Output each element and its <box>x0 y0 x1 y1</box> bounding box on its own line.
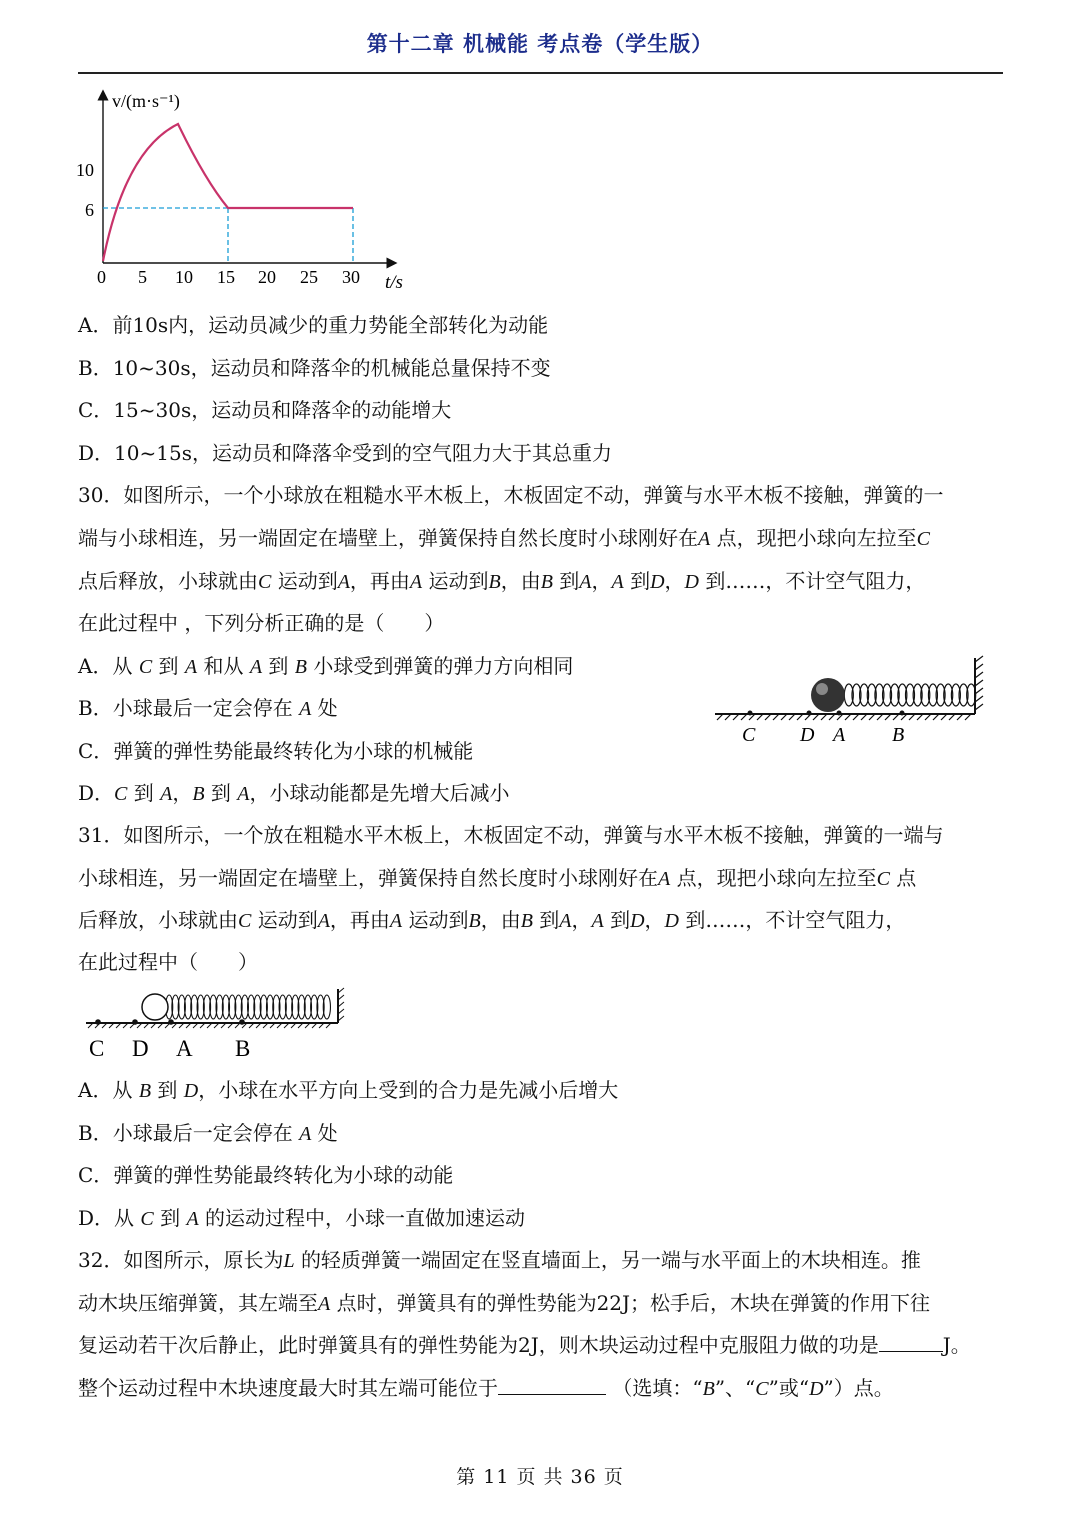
point-a: A <box>337 571 350 593</box>
stem-text: 点时，弹簧具有的弹性势能为22J；松手后，木块在弹簧的作用下往 <box>336 1291 931 1315</box>
option-text: 弹簧的弹性势能最终转化为小球的机械能 <box>113 739 474 763</box>
option-letter: A． <box>78 313 113 337</box>
stem-text: 小球相连，另一端固定在墙壁上，弹簧保持自然长度时小球刚好在 <box>78 866 658 890</box>
stem-text: 到……，不计空气阻力， <box>705 569 926 593</box>
stem-text: 复运动若干次后静止，此时弹簧具有的弹性势能为2J，则木块运动过程中克服阻力做的功是 <box>78 1333 879 1357</box>
stem-text: 到 <box>610 908 631 932</box>
point-b: B <box>192 783 205 805</box>
point-a: A <box>184 656 198 678</box>
q31-option-d[interactable] <box>78 1206 525 1231</box>
option-text: 前10s内，运动员减少的重力势能全部转化为动能 <box>112 313 549 337</box>
point-c: C <box>238 910 252 932</box>
point-marker-a <box>168 1019 174 1025</box>
point-c: C <box>916 528 930 550</box>
stem-text: 如图所示，原长为 <box>123 1248 284 1272</box>
point-c: C <box>876 868 890 890</box>
stem-text: 运动到 <box>428 569 489 593</box>
spring <box>166 995 331 1019</box>
ball <box>142 994 168 1020</box>
option-letter: C． <box>78 739 114 763</box>
stem-text: 整个运动过程中木块速度最大时其左端可能位于 <box>78 1376 498 1400</box>
option-letter: B． <box>78 1121 113 1145</box>
point-c: C <box>258 571 272 593</box>
stem-text: ，再由 <box>349 569 410 593</box>
y-tick-label: 10 <box>76 160 94 180</box>
stem-text: 如图所示，一个放在粗糙水平木板上，木板固定不动，弹簧与水平木板不接触，弹簧的一端与 <box>123 823 944 847</box>
option-letter: C． <box>78 398 114 422</box>
stem-text: 点，现把小球向左拉至 <box>716 526 917 550</box>
point-b: B <box>488 571 501 593</box>
option-text: 小球最后一定会停在 <box>112 696 300 720</box>
q31-stem-line <box>78 866 916 891</box>
point-d: D <box>664 910 679 932</box>
q32-stem-line <box>78 1248 921 1273</box>
q32-stem-line <box>78 1376 894 1401</box>
stem-text: 运动到 <box>408 908 469 932</box>
option-letter: A． <box>78 1078 113 1102</box>
stem-text: 运动到 <box>257 908 318 932</box>
y-tick-label: 6 <box>85 200 94 220</box>
ball <box>811 678 845 712</box>
q30-stem-line <box>78 526 930 551</box>
stem-text: 点，现把小球向左拉至 <box>676 866 877 890</box>
option-text: 处 <box>311 1121 338 1145</box>
option-text: 和从 <box>197 654 250 678</box>
point-a: A <box>389 910 403 932</box>
option-text: 从 <box>114 1206 141 1230</box>
point-marker-c <box>748 711 753 716</box>
x-tick-label: 5 <box>138 267 147 287</box>
point-c: C <box>138 656 153 678</box>
figure-label-b: B <box>892 724 905 746</box>
point-a: A <box>186 1208 199 1230</box>
stem-text: ，由 <box>500 569 541 593</box>
header-divider <box>78 72 1003 74</box>
x-tick-label: 10 <box>175 267 193 287</box>
point-a: A <box>579 571 592 593</box>
q30-option-a[interactable] <box>78 654 573 679</box>
x-tick-label: 20 <box>258 267 276 287</box>
point-a: A <box>318 1293 331 1315</box>
option-text: 小球受到弹簧的弹力方向相同 <box>306 654 574 678</box>
figure-label-b: B <box>235 1036 251 1061</box>
y-axis-label: v/(m·s⁻¹) <box>112 91 180 111</box>
point-c: C <box>140 1208 154 1230</box>
q32-stem-line <box>78 1291 930 1316</box>
stem-text: 后释放，小球就由 <box>78 908 238 932</box>
option-text: 从 <box>112 654 139 678</box>
x-axis-label: t/s <box>385 272 403 293</box>
stem-text: 的轻质弹簧一端固定在竖直墙面上，另一端与水平面上的木块相连。推 <box>300 1248 921 1272</box>
stem-text: 到……，不计空气阻力， <box>685 908 906 932</box>
stem-text: ”或“ <box>768 1376 810 1400</box>
point-a: A <box>249 656 263 678</box>
figure-label-c: C <box>742 724 756 746</box>
point-b: B <box>294 656 307 678</box>
option-text: 10~15s，运动员和降落伞受到的空气阻力大于其总重力 <box>114 441 612 465</box>
option-text: 到 <box>127 781 161 805</box>
point-a: A <box>299 1123 312 1145</box>
figure-label-a: A <box>833 724 846 746</box>
x-tick-label: 15 <box>217 267 235 287</box>
stem-text: 动木块压缩弹簧，其左端至 <box>78 1291 318 1315</box>
q30-option-b[interactable] <box>78 696 338 721</box>
option-text: 处 <box>311 696 338 720</box>
point-c: C <box>114 783 128 805</box>
option-text: ， <box>172 781 193 805</box>
stem-text: 点后释放，小球就由 <box>78 569 258 593</box>
point-marker-d <box>807 711 812 716</box>
answer-blank-position[interactable] <box>498 1376 606 1395</box>
q29-option-d[interactable] <box>78 441 612 465</box>
point-a: A <box>299 698 312 720</box>
q31-stem-line <box>78 950 258 974</box>
q31-option-a[interactable] <box>78 1078 618 1103</box>
point-b: B <box>540 571 553 593</box>
option-text: 到 <box>151 1078 184 1102</box>
point-a: A <box>237 783 250 805</box>
point-a: A <box>317 910 330 932</box>
point-a: A <box>698 528 711 550</box>
point-marker-a <box>837 711 842 716</box>
stem-text: （选填：“ <box>612 1376 703 1400</box>
stem-text: ，再由 <box>329 908 390 932</box>
stem-text: ，由 <box>480 908 521 932</box>
q30-option-c[interactable] <box>78 739 473 763</box>
length-symbol: L <box>283 1250 295 1272</box>
x-tick-label: 25 <box>300 267 318 287</box>
point-d: D <box>650 571 665 593</box>
option-text: 15~30s，运动员和降落伞的动能增大 <box>113 398 452 422</box>
q31-stem-line <box>78 823 943 847</box>
stem-text: J。 <box>942 1333 971 1357</box>
stem-text: 点 <box>896 866 917 890</box>
stem-text: 在此过程中 ，下列分析正确的是（ ） <box>78 611 445 635</box>
spring <box>844 684 975 706</box>
x-tick-label: 30 <box>342 267 360 287</box>
point-c: C <box>755 1378 769 1400</box>
point-b: B <box>520 910 533 932</box>
option-letter: D． <box>78 781 115 805</box>
option-text: 到 <box>153 1206 187 1230</box>
q29-option-a[interactable] <box>78 313 548 337</box>
velocity-time-graph <box>70 85 430 295</box>
point-d: D <box>684 571 699 593</box>
point-a: A <box>559 910 572 932</box>
point-b: B <box>468 910 481 932</box>
q29-option-c[interactable] <box>78 398 451 422</box>
q29-option-b[interactable] <box>78 356 551 380</box>
stem-text: ”）点。 <box>823 1376 894 1400</box>
point-marker-c <box>95 1019 101 1025</box>
q31-stem-line: 后释放，小球就由C 运动到A，再由A 运动到B，由B 到A，A 到D，D 到……，不计空气阻力， <box>78 908 906 932</box>
point-marker-b <box>239 1019 245 1025</box>
option-text: ，小球动能都是先增大后减小 <box>249 781 510 805</box>
option-text: ，小球在水平方向上受到的合力是先减小后增大 <box>198 1078 619 1102</box>
option-text: 从 <box>112 1078 139 1102</box>
option-letter: D． <box>78 441 115 465</box>
point-d: D <box>630 910 645 932</box>
figure-label-d: D <box>132 1036 149 1061</box>
question-number: 30． <box>78 483 124 507</box>
point-d: D <box>183 1080 199 1102</box>
option-text: 到 <box>204 781 238 805</box>
q31-option-b[interactable] <box>78 1121 338 1146</box>
question-number: 31． <box>78 823 124 847</box>
point-marker-b <box>900 711 905 716</box>
point-a: A <box>611 571 624 593</box>
point-a: A <box>409 571 423 593</box>
option-letter: C． <box>78 1163 114 1187</box>
q31-spring-figure <box>80 985 350 1065</box>
answer-blank-work[interactable] <box>879 1333 943 1352</box>
figure-label-a: A <box>176 1036 193 1061</box>
option-letter: A． <box>78 654 113 678</box>
point-d: D <box>809 1378 824 1400</box>
option-text: 到 <box>262 654 295 678</box>
option-letter: D． <box>78 1206 115 1230</box>
q30-stem-line: 点后释放，小球就由C 运动到A，再由A 运动到B，由B 到A，A 到D，D 到……，不计空气阻力， <box>78 569 926 593</box>
stem-text: 端与小球相连，另一端固定在墙壁上，弹簧保持自然长度时小球刚好在 <box>78 526 698 550</box>
figure-label-d: D <box>800 724 815 746</box>
q32-stem-line <box>78 1333 971 1357</box>
page-number-footer: 第 11 页 共 36 页 <box>456 1466 624 1488</box>
point-a: A <box>591 910 604 932</box>
point-a: A <box>160 783 173 805</box>
q30-stem-line <box>78 483 943 507</box>
stem-text: 到 <box>559 569 580 593</box>
stem-text: 运动到 <box>277 569 338 593</box>
ball-highlight <box>816 683 828 695</box>
page-header-title: 第十二章 机械能 考点卷（学生版） <box>366 32 714 56</box>
stem-text: 到 <box>630 569 651 593</box>
option-text: 的运动过程中，小球一直做加速运动 <box>198 1206 526 1230</box>
point-b: B <box>138 1080 152 1102</box>
stem-text: 如图所示，一个小球放在粗糙水平木板上，木板固定不动，弹簧与水平木板不接触，弹簧的一 <box>123 483 944 507</box>
option-text: 弹簧的弹性势能最终转化为小球的动能 <box>113 1163 454 1187</box>
wall-hatching <box>975 656 983 710</box>
point-a: A <box>658 868 671 890</box>
stem-text: ”、“ <box>714 1376 756 1400</box>
x-tick-label: 0 <box>97 267 106 287</box>
figure-label-c: C <box>89 1036 105 1061</box>
q31-option-c[interactable] <box>78 1163 453 1187</box>
q30-spring-figure <box>705 652 990 747</box>
point-b: B <box>702 1378 715 1400</box>
stem-text: 在此过程中（ ） <box>78 950 258 974</box>
option-text: 到 <box>152 654 185 678</box>
option-text: 小球最后一定会停在 <box>112 1121 300 1145</box>
option-letter: B． <box>78 696 113 720</box>
point-marker-d <box>132 1019 138 1025</box>
option-letter: B． <box>78 356 113 380</box>
option-text: 10~30s，运动员和降落伞的机械能总量保持不变 <box>112 356 551 380</box>
q30-stem-line <box>78 611 444 635</box>
q30-option-d[interactable] <box>78 781 509 806</box>
question-number: 32． <box>78 1248 124 1272</box>
stem-text: 到 <box>539 908 560 932</box>
